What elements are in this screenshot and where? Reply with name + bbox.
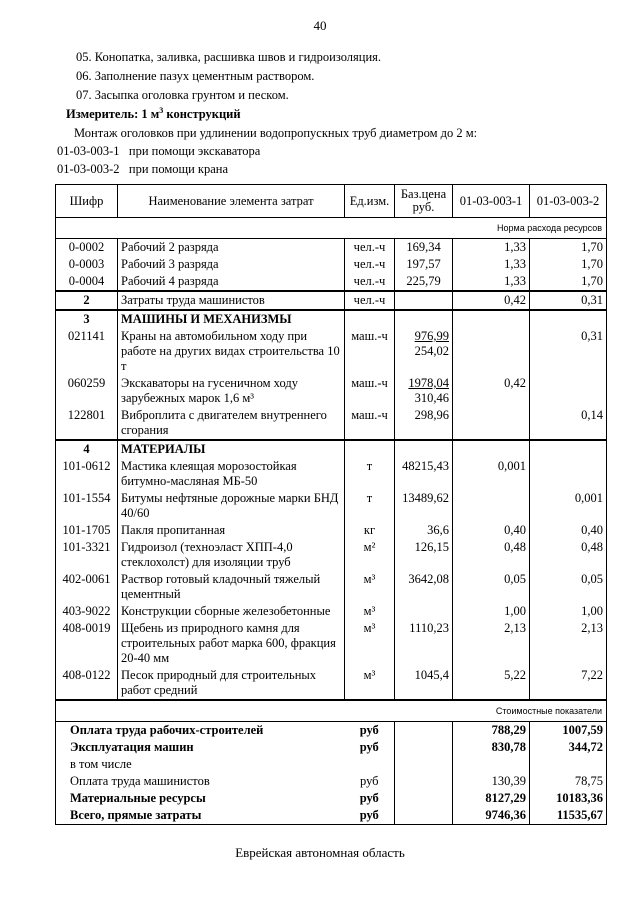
row-v1: [453, 407, 530, 440]
row-v2: 1,70: [530, 273, 607, 291]
row-unit: маш.-ч: [345, 328, 395, 375]
row-name: Раствор готовый кладочный тяжелый цементный: [118, 571, 345, 603]
row-unit: чел.-ч: [345, 273, 395, 291]
row-v2: 0,31: [530, 328, 607, 375]
row-price: 197,57: [395, 256, 453, 273]
row-price: 3642,08: [395, 571, 453, 603]
row-unit: кг: [345, 522, 395, 539]
row-v1: 2,13: [453, 620, 530, 667]
row-name: Экскаваторы на гусеничном ходу зарубежных марок 1,6 м³: [118, 375, 345, 407]
row-price: [395, 291, 453, 310]
row-unit: т: [345, 458, 395, 490]
table-row: [56, 490, 607, 522]
row-code: 0-0002: [56, 239, 118, 257]
total-v1: [453, 756, 530, 773]
section-row-materials: [56, 440, 607, 458]
meter-label: Измеритель: 1 м: [66, 107, 160, 121]
table-row: [56, 539, 607, 571]
row-v1: 0,42: [453, 291, 530, 310]
section-number: 3: [56, 310, 118, 328]
row-v2: [530, 458, 607, 490]
total-row: [56, 790, 607, 807]
section-title: МАШИНЫ И МЕХАНИЗМЫ: [118, 310, 345, 328]
row-v1: 0,05: [453, 571, 530, 603]
section-row-machines: [56, 310, 607, 328]
header-name: Наименование элемента затрат: [118, 185, 345, 218]
region-footer: Еврейская автономная область: [235, 845, 405, 860]
variant-1-code: 01-03-003-1: [57, 144, 120, 158]
step-05: 05. Конопатка, заливка, расшивка швов и гидроизоляция.: [76, 50, 382, 64]
row-unit: чел.-ч: [345, 256, 395, 273]
row-unit: чел.-ч: [345, 291, 395, 310]
table-row: [56, 239, 607, 257]
table-row: [56, 273, 607, 291]
cost-label-row: [56, 700, 607, 722]
row-v1: 1,33: [453, 273, 530, 291]
row-code: 021141: [56, 328, 118, 375]
row-v2: 0,05: [530, 571, 607, 603]
total-v1: 830,78: [453, 739, 530, 756]
row-v1: 0,001: [453, 458, 530, 490]
section-number: 4: [56, 440, 118, 458]
table-row: [56, 458, 607, 490]
total-v2: 10183,36: [530, 790, 607, 807]
total-unit: [345, 756, 395, 773]
row-name: Песок природный для строительных работ средний: [118, 667, 345, 700]
total-v2: [530, 756, 607, 773]
table-row: [56, 375, 607, 407]
row-name: Конструкции сборные железобетонные: [118, 603, 345, 620]
table-row: [56, 571, 607, 603]
variant-2: [57, 162, 228, 177]
row-v1: 1,33: [453, 256, 530, 273]
total-unit: руб: [345, 807, 395, 825]
row-v2: 1,00: [530, 603, 607, 620]
row-v2: 7,22: [530, 667, 607, 700]
row-v1: 1,33: [453, 239, 530, 257]
total-name: Оплата труда рабочих-строителей: [56, 722, 345, 740]
header-price: Баз.цена руб.: [395, 185, 453, 218]
row-v2: 0,14: [530, 407, 607, 440]
row-name: Рабочий 3 разряда: [118, 256, 345, 273]
norm-label-row: [56, 218, 607, 239]
row-price: 1045,4: [395, 667, 453, 700]
row-unit: м³: [345, 667, 395, 700]
page-number: 40: [313, 18, 327, 33]
row-name: Гидроизол (техноэласт ХПП-4,0 стеклохолст) для изоляции труб: [118, 539, 345, 571]
row-name: Виброплита с двигателем внутреннего сгорания: [118, 407, 345, 440]
table-header-row: [56, 185, 607, 218]
total-name: Всего, прямые затраты: [56, 807, 345, 825]
row-name: Затраты труда машинистов: [118, 291, 345, 310]
row-code: 2: [56, 291, 118, 310]
variant-1: [57, 144, 260, 159]
row-price-total: 298,96: [414, 408, 449, 422]
total-v2: 11535,67: [530, 807, 607, 825]
variant-2-code: 01-03-003-2: [57, 162, 120, 176]
total-v2: 344,72: [530, 739, 607, 756]
row-price: 169,34: [395, 239, 453, 257]
cost-label: Стоимостные показатели: [495, 706, 602, 716]
row-v1: [453, 328, 530, 375]
step-07: 07. Засыпка оголовка грунтом и песком.: [76, 88, 289, 102]
header-variant-2: 01-03-003-2: [530, 185, 607, 218]
row-name: Пакля пропитанная: [118, 522, 345, 539]
total-row: [56, 739, 607, 756]
row-v1: 5,22: [453, 667, 530, 700]
row-price: 1110,23: [395, 620, 453, 667]
row-unit: м³: [345, 603, 395, 620]
total-row: [56, 756, 607, 773]
total-row: [56, 807, 607, 825]
row-price: 36,6: [395, 522, 453, 539]
total-v2: 1007,59: [530, 722, 607, 740]
row-v1: 0,48: [453, 539, 530, 571]
row-code: 060259: [56, 375, 118, 407]
row-v2: 2,13: [530, 620, 607, 667]
row-unit: м³: [345, 620, 395, 667]
row-code: 101-1554: [56, 490, 118, 522]
table-row: [56, 256, 607, 273]
table-row: [56, 291, 607, 310]
row-code: 101-1705: [56, 522, 118, 539]
total-v1: 788,29: [453, 722, 530, 740]
row-price-total: 976,99: [414, 329, 449, 343]
row-unit: т: [345, 490, 395, 522]
variant-1-text: при помощи экскаватора: [128, 144, 261, 158]
row-name: Рабочий 2 разряда: [118, 239, 345, 257]
row-code: 101-0612: [56, 458, 118, 490]
total-v1: 9746,36: [453, 807, 530, 825]
resource-norms-table: [55, 184, 607, 825]
row-price: 48215,43: [395, 458, 453, 490]
meter-line: [66, 107, 241, 122]
row-price: 126,15: [395, 539, 453, 571]
row-price: [395, 375, 453, 407]
row-price: [395, 603, 453, 620]
total-v2: 78,75: [530, 773, 607, 790]
row-v1: 0,40: [453, 522, 530, 539]
row-code: 403-9022: [56, 603, 118, 620]
row-name: Битумы нефтяные дорожные марки БНД 40/60: [118, 490, 345, 522]
step-06: 06. Заполнение пазух цементным раствором.: [76, 69, 315, 83]
row-v1: [453, 490, 530, 522]
row-name: Щебень из природного камня для строительных работ марка 600, фракция 20-40 мм: [118, 620, 345, 667]
header-unit: Ед.изм.: [345, 185, 395, 218]
total-unit: руб: [345, 722, 395, 740]
variant-2-text: при помощи крана: [128, 162, 229, 176]
total-name: Материальные ресурсы: [56, 790, 345, 807]
header-variant-1: 01-03-003-1: [453, 185, 530, 218]
row-price-total: 1978,04: [408, 376, 449, 390]
total-name: Эксплуатация машин: [56, 739, 345, 756]
row-code: 122801: [56, 407, 118, 440]
row-code: 408-0122: [56, 667, 118, 700]
header-code: Шифр: [56, 185, 118, 218]
section-title: МАТЕРИАЛЫ: [118, 440, 345, 458]
row-code: 408-0019: [56, 620, 118, 667]
row-price-wage: 254,02: [414, 344, 449, 358]
work-description: Монтаж оголовков при удлинении водопропускных труб диаметром до 2 м:: [74, 126, 478, 140]
row-v2: [530, 375, 607, 407]
row-unit: маш.-ч: [345, 375, 395, 407]
row-unit: м³: [345, 571, 395, 603]
table-row: [56, 328, 607, 375]
total-name: в том числе: [56, 756, 345, 773]
table-row: [56, 522, 607, 539]
row-price-wage: 310,46: [414, 391, 449, 405]
meter-rest: конструкций: [163, 107, 241, 121]
row-unit: м²: [345, 539, 395, 571]
row-price: 13489,62: [395, 490, 453, 522]
table-row: [56, 667, 607, 700]
row-v2: 0,001: [530, 490, 607, 522]
row-v2: 0,31: [530, 291, 607, 310]
row-v2: 0,40: [530, 522, 607, 539]
row-code: 0-0004: [56, 273, 118, 291]
row-code: 0-0003: [56, 256, 118, 273]
row-unit: маш.-ч: [345, 407, 395, 440]
row-code: 402-0061: [56, 571, 118, 603]
table-row: [56, 603, 607, 620]
total-v1: 8127,29: [453, 790, 530, 807]
row-unit: чел.-ч: [345, 239, 395, 257]
row-price: [395, 407, 453, 440]
total-row: [56, 722, 607, 740]
meter-sup: 3: [159, 105, 164, 115]
table-row: [56, 407, 607, 440]
total-name: Оплата труда машинистов: [56, 773, 345, 790]
row-name: Краны на автомобильном ходу при работе на других видах строительства 10 т: [118, 328, 345, 375]
row-price: [395, 328, 453, 375]
norm-label: Норма расхода ресурсов: [497, 223, 602, 233]
row-name: Рабочий 4 разряда: [118, 273, 345, 291]
row-v1: 1,00: [453, 603, 530, 620]
row-v1: 0,42: [453, 375, 530, 407]
row-v2: 1,70: [530, 256, 607, 273]
total-v1: 130,39: [453, 773, 530, 790]
row-v2: 1,70: [530, 239, 607, 257]
row-price: 225,79: [395, 273, 453, 291]
row-v2: 0,48: [530, 539, 607, 571]
total-unit: руб: [345, 773, 395, 790]
total-row: [56, 773, 607, 790]
total-unit: руб: [345, 790, 395, 807]
table-row: [56, 620, 607, 667]
row-code: 101-3321: [56, 539, 118, 571]
row-name: Мастика клеящая морозостойкая битумно-масляная МБ-50: [118, 458, 345, 490]
total-unit: руб: [345, 739, 395, 756]
